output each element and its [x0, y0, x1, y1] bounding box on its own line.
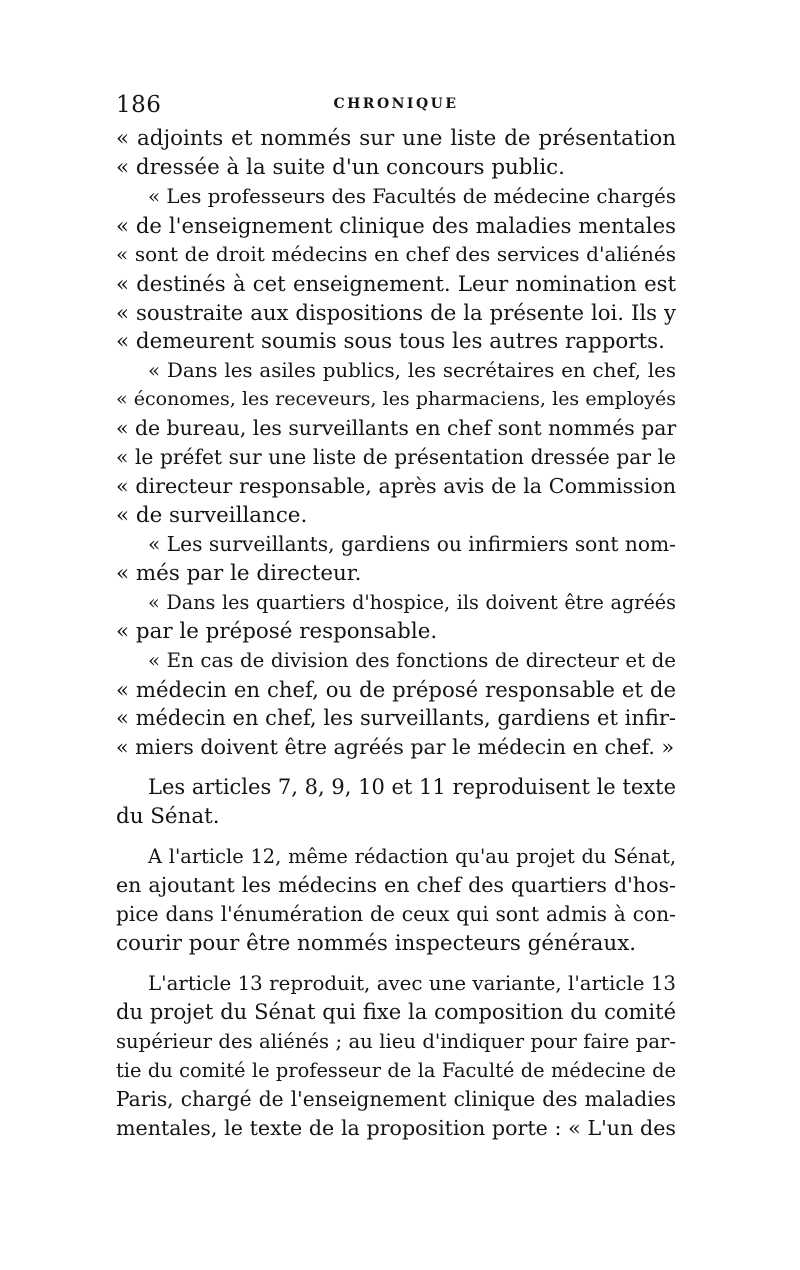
text-line: « soustraite aux dispositions de la présente loi. Ils y: [116, 300, 676, 325]
text-line: tie du comité le professeur de la Faculté de médecine de: [116, 1059, 676, 1082]
text-line: « Les surveillants, gardiens ou infirmiers sont nom-: [148, 532, 676, 556]
text-line: du projet du Sénat qui fixe la composition du comité: [116, 1000, 676, 1024]
paragraph-gap: [116, 831, 676, 842]
text-line: courir pour être nommés inspecteurs généraux.: [116, 931, 637, 956]
text-line: pice dans l'énumération de ceux qui sont admis à con-: [116, 902, 676, 926]
text-line: en ajoutant les médecins en chef des quartiers d'hos-: [116, 873, 676, 897]
text-line: « de l'enseignement clinique des maladies mentales: [116, 213, 676, 238]
text-line: « médecin en chef, ou de préposé responsable et de: [116, 677, 676, 702]
text-line: « demeurent soumis sous tous les autres rapports.: [116, 329, 665, 354]
text-line: « més par le directeur.: [116, 561, 362, 586]
text-line: « sont de droit médecins en chef des services d'aliénés: [116, 242, 676, 266]
text-line: du Sénat.: [116, 804, 220, 829]
text-line: « Dans les asiles publics, les secrétaires en chef, les: [148, 359, 676, 382]
text-line: « Dans les quartiers d'hospice, ils doivent être agréés: [148, 591, 676, 614]
text-line: « de surveillance.: [116, 503, 308, 528]
text-line: « adjoints et nommés sur une liste de présentation: [116, 126, 676, 151]
text-line: supérieur des aliénés ; au lieu d'indiquer pour faire par-: [116, 1030, 676, 1053]
text-line: Paris, chargé de l'enseignement clinique des maladies: [116, 1087, 676, 1111]
paragraph-gap: [116, 762, 676, 773]
page-number: 186: [116, 92, 162, 118]
text-body: [116, 124, 676, 1143]
text-line: « En cas de division des fonctions de directeur et de: [148, 649, 676, 672]
text-line: Les articles 7, 8, 9, 10 et 11 reproduisent le texte: [148, 775, 676, 799]
text-line: « Les professeurs des Facultés de médecine chargés: [148, 185, 676, 208]
paragraph-gap: [116, 958, 676, 969]
text-line: « économes, les receveurs, les pharmaciens, les employés: [116, 388, 676, 410]
running-title: CHRONIQUE: [333, 96, 459, 112]
text-line: « dressée à la suite d'un concours public.: [116, 155, 565, 180]
text-line: mentales, le texte de la proposition porte : « L'un des: [116, 1116, 676, 1140]
text-line: « destinés à cet enseignement. Leur nomination est: [116, 271, 676, 296]
text-line: « miers doivent être agréés par le médecin en chef. »: [116, 735, 675, 759]
text-line: « par le préposé responsable.: [116, 619, 438, 644]
text-line: « de bureau, les surveillants en chef sont nommés par: [116, 416, 677, 440]
text-line: « médecin en chef, les surveillants, gardiens et infir-: [116, 706, 676, 730]
page-header: [116, 92, 676, 120]
text-line: A l'article 12, même rédaction qu'au projet du Sénat,: [148, 845, 676, 868]
text-line: « directeur responsable, après avis de la Commission: [116, 474, 676, 498]
text-line: L'article 13 reproduit, avec une variante, l'article 13: [148, 972, 676, 995]
text-line: « le préfet sur une liste de présentation dressée par le: [116, 445, 676, 469]
